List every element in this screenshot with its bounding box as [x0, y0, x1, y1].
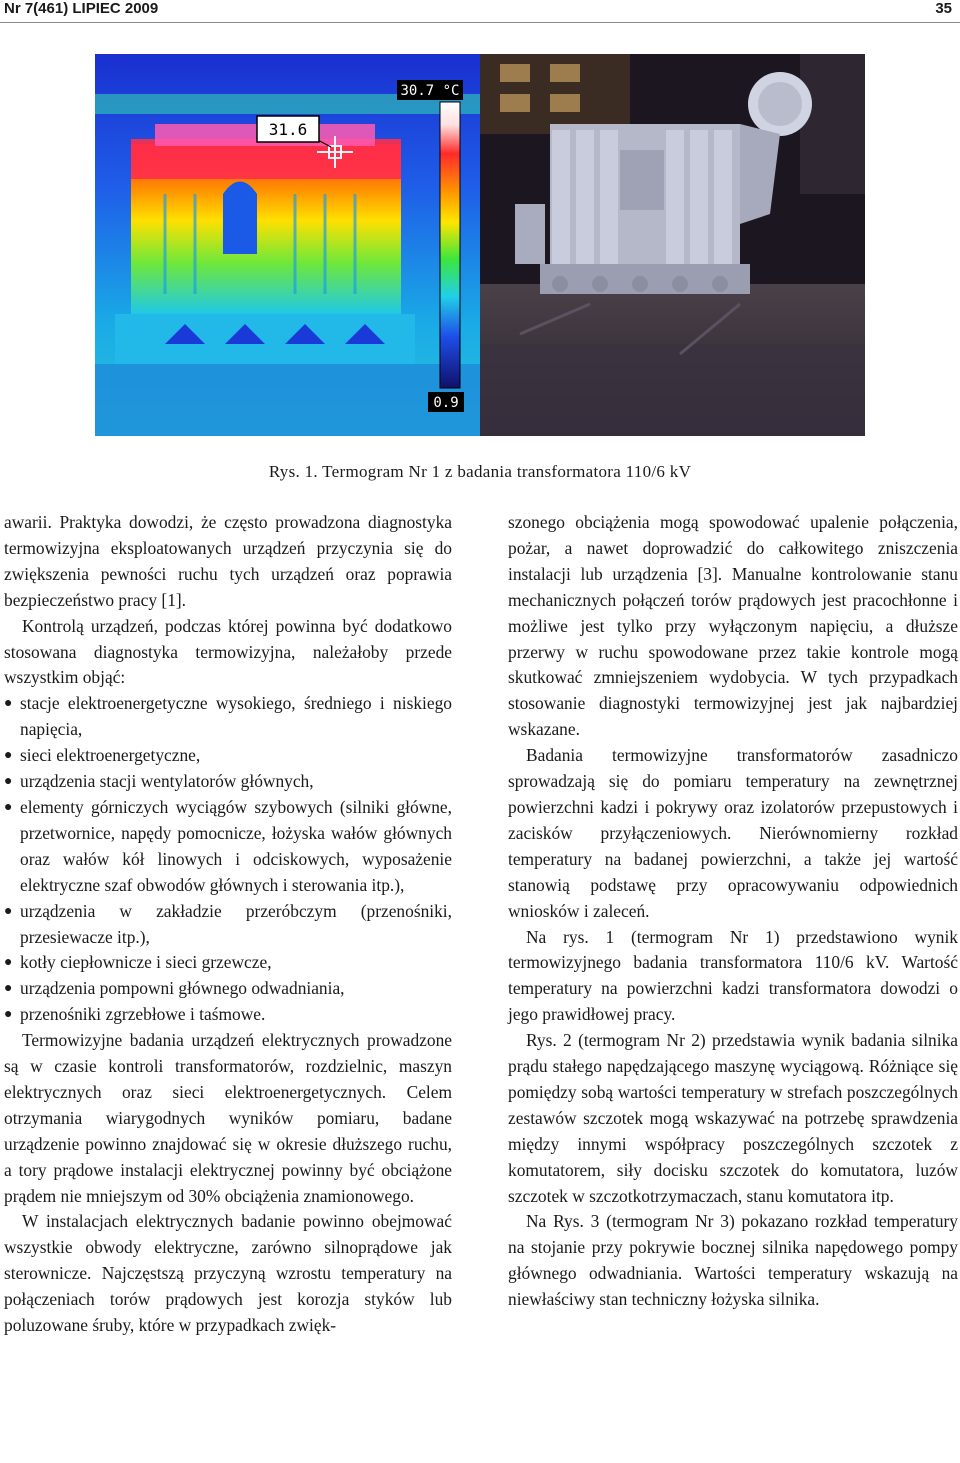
scale-max-label: 30.7 °C [400, 83, 460, 99]
header-divider [0, 22, 960, 23]
issue-label: Nr 7(461) LIPIEC 2009 [4, 0, 159, 17]
bullet-icon: ● [4, 696, 13, 712]
paragraph: Badania termowizyjne transformatorów zasadniczo sprowadzają się do pomiaru temperatury na zewnętrznej powierzchni kadzi i pokrywy oraz izolatorów przepustowych i zacisków przyłączeniowych. Nierównomierny rozkład temperatury na badanej powierzchni, a także jej wartość stanowią podstawę przy opracowywaniu odpowiednich wniosków i zaleceń. [508, 745, 958, 921]
paragraph: szonego obciążenia mogą spowodować upalenie połączenia, pożar, a nawet doprowadzić do całkowitego zniszczenia instalacji lub urządzenia [3]. Manualne kontrolowanie stanu mechanicznych połączeń torów prądowych jest pracochłonne i możliwe jest tylko przy wyłączonym napięciu, a dłuższe przerwy w ruchu spowodowane przez takie kontrole mogą skutkować zmniejszeniem wydobycia. W tych przypadkach stosowanie diagnostyki termowizyjnej jest jak najbardziej wskazane. [508, 512, 958, 740]
list-item: ● sieci elektroenergetyczne, [4, 743, 452, 769]
paragraph: Kontrolą urządzeń, podczas której powinna być dodatkowo stosowana diagnostyka termowizyjna, należałoby przede wszystkim objąć: [4, 615, 452, 688]
bullet-icon: ● [4, 981, 13, 997]
bullet-icon: ● [4, 799, 13, 815]
list-item: ● urządzenia stacji wentylatorów głównych, [4, 769, 452, 795]
bullet-icon: ● [4, 1007, 13, 1023]
bullet-icon: ● [4, 774, 13, 790]
bullet-icon: ● [4, 748, 13, 764]
right-column [508, 510, 958, 1313]
paragraph: Termowizyjne badania urządzeń elektrycznych prowadzone są w czasie kontroli transformatorów, rozdzielnic, maszyn elektrycznych oraz sieci elektroenergetycznych. Celem otrzymania wiarygodnych wyników pomiaru, badane urządzenie powinno znajdować się w okresie dłuższego ruchu, a tory prądowe instalacji elektrycznej powinny być obciążone prądem nie mniejszym od 30% obciążenia znamionowego. [4, 1030, 452, 1206]
list-item: ● przenośniki zgrzebłowe i taśmowe. [4, 1002, 452, 1028]
bullet-icon: ● [4, 903, 13, 919]
page-header [0, 0, 960, 24]
paragraph: awarii. Praktyka dowodzi, że często prowadzona diagnostyka termowizyjna eksploatowanych urządzeń przyczynia się do zwiększenia pewności ruchu tych urządzeń oraz poprawia bezpieczeństwo pracy [1]. [4, 512, 452, 610]
thermogram-image [95, 54, 480, 436]
figure-caption: Rys. 1. Termogram Nr 1 z badania transformatora 110/6 kV [268, 462, 692, 481]
paragraph: Rys. 2 (termogram Nr 2) przedstawia wynik badania silnika prądu stałego napędzającego maszynę wyciągową. Różniące się pomiędzy sobą wartości temperatury w strefach poszczególnych zestawów szczotek mogą wskazywać na potrzebę sprawdzenia między innymi współpracy poszczególnych szczotek z komutatorem, siły docisku szczotek do komutatora, luzów szczotek w szczotkotrzymaczach, stanu komutatora itp. [508, 1030, 958, 1206]
paragraph: W instalacjach elektrycznych badanie powinno obejmować wszystkie obwody elektryczne, zarówno silnoprądowe jak sterownicze. Najczęstszą przyczyną wzrostu temperatury na połączeniach torów prądowych jest korozja styków lub poluzowane śruby, które w przypadkach zwięk- [4, 1211, 452, 1336]
list-item: ● elementy górniczych wyciągów szybowych (silniki główne, przetwornice, napędy pomocnicze, łożyska wałów głównych oraz wałów kół linowych i odciskowych, wyposażenie elektryczne szaf obwodów głównych i sterowania itp.), [4, 796, 452, 895]
list-item: ● kotły ciepłownicze i sieci grzewcze, [4, 950, 452, 976]
page-number: 35 [935, 0, 952, 17]
spot-temperature: 31.6 [268, 120, 308, 139]
equipment-list [4, 691, 452, 1028]
list-item: ● stacje elektroenergetyczne wysokiego, średniego i niskiego napięcia, [4, 693, 452, 740]
list-item: ● urządzenia w zakładzie przeróbczym (przenośniki, przesiewacze itp.), [4, 900, 452, 947]
transformer-photo [480, 54, 865, 436]
paragraph: Na rys. 1 (termogram Nr 1) przedstawiono wynik termowizyjnego badania transformatora 110/6 kV. Wartość temperatury na powierzchni kadzi transformatora dowodzi o jego prawidłowej pracy. [508, 926, 958, 1025]
left-column [4, 510, 452, 1339]
bullet-icon: ● [4, 955, 13, 971]
paragraph: Na Rys. 3 (termogram Nr 3) pokazano rozkład temperatury na stojanie przy pokrywie bocznej silnika napędowego pompy głównego odwadniania. Wartości temperatury wskazują na niewłaściwy stan techniczny łożyska silnika. [508, 1211, 958, 1310]
scale-min-label: 0.9 [433, 395, 459, 411]
list-item: ● urządzenia pompowni głównego odwadniania, [4, 976, 452, 1002]
